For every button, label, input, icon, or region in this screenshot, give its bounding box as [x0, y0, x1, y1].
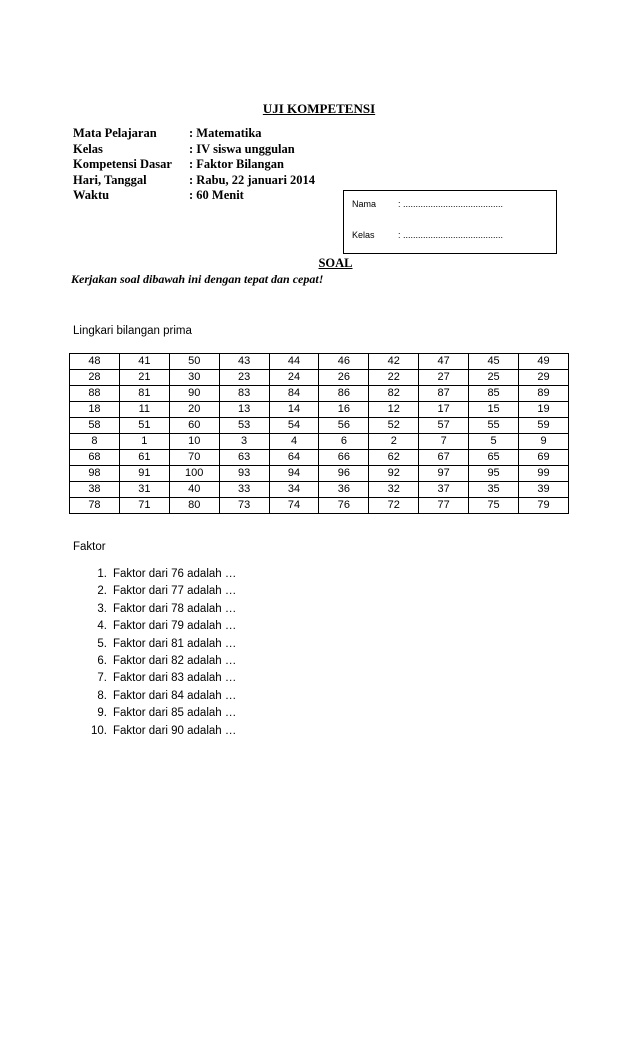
- number-cell[interactable]: 54: [269, 418, 319, 434]
- number-cell[interactable]: 78: [70, 498, 120, 514]
- number-cell[interactable]: 10: [169, 434, 219, 450]
- question-text: Faktor dari 85 adalah …: [113, 707, 237, 720]
- number-cell[interactable]: 9: [519, 434, 569, 450]
- number-cell[interactable]: 62: [369, 450, 419, 466]
- table-row: [70, 386, 569, 402]
- question-number: 10.: [91, 724, 107, 737]
- number-cell[interactable]: 86: [319, 386, 369, 402]
- number-cell[interactable]: 33: [219, 482, 269, 498]
- number-cell[interactable]: 37: [419, 482, 469, 498]
- number-cell[interactable]: 57: [419, 418, 469, 434]
- table-row: [70, 418, 569, 434]
- list-item: [73, 618, 236, 635]
- number-cell[interactable]: 77: [419, 498, 469, 514]
- number-cell[interactable]: 60: [169, 418, 219, 434]
- list-item: [73, 566, 236, 583]
- number-cell[interactable]: 88: [70, 386, 120, 402]
- student-name-box: [343, 190, 557, 254]
- number-cell[interactable]: 14: [269, 402, 319, 418]
- number-cell[interactable]: 71: [119, 498, 169, 514]
- number-cell[interactable]: 38: [70, 482, 120, 498]
- document-title: UJI KOMPETENSI: [262, 101, 376, 116]
- number-cell[interactable]: 3: [219, 434, 269, 450]
- table-row: [70, 370, 569, 386]
- number-cell[interactable]: 89: [519, 386, 569, 402]
- class-field[interactable]: : ........................................: [398, 230, 504, 240]
- question-text: Faktor dari 84 adalah …: [113, 689, 237, 702]
- number-cell[interactable]: 43: [219, 354, 269, 370]
- question-text: Faktor dari 82 adalah …: [113, 654, 237, 667]
- info-value: : Faktor Bilangan: [189, 157, 284, 171]
- number-cell[interactable]: 61: [119, 450, 169, 466]
- name-field[interactable]: : ........................................: [398, 199, 504, 209]
- number-cell[interactable]: 69: [519, 450, 569, 466]
- number-cell[interactable]: 68: [70, 450, 120, 466]
- question-number: 4.: [97, 620, 107, 633]
- question-number: 6.: [97, 654, 107, 667]
- number-cell[interactable]: 21: [119, 370, 169, 386]
- table-row: [70, 450, 569, 466]
- info-value: : 60 Menit: [189, 188, 244, 202]
- number-cell[interactable]: 5: [469, 434, 519, 450]
- number-cell[interactable]: 98: [70, 466, 120, 482]
- number-cell[interactable]: 51: [119, 418, 169, 434]
- number-cell[interactable]: 81: [119, 386, 169, 402]
- number-cell[interactable]: 22: [369, 370, 419, 386]
- number-cell[interactable]: 91: [119, 466, 169, 482]
- number-cell[interactable]: 85: [469, 386, 519, 402]
- number-cell[interactable]: 55: [469, 418, 519, 434]
- section-prime-title: Lingkari bilangan prima: [73, 325, 192, 337]
- number-cell[interactable]: 7: [419, 434, 469, 450]
- number-cell[interactable]: 64: [269, 450, 319, 466]
- question-text: Faktor dari 76 adalah …: [113, 568, 237, 580]
- number-cell[interactable]: 90: [169, 386, 219, 402]
- number-cell[interactable]: 19: [519, 402, 569, 418]
- table-row: [70, 434, 569, 450]
- question-number: 9.: [97, 707, 107, 720]
- name-label: Nama: [352, 199, 377, 209]
- factor-question-list: [73, 566, 236, 740]
- instruction: Kerjakan soal dibawah ini dengan tepat dan cepat!: [71, 272, 324, 286]
- question-number: 3.: [97, 602, 107, 615]
- number-cell[interactable]: 31: [119, 482, 169, 498]
- list-item: [73, 601, 236, 618]
- info-row: [73, 188, 315, 204]
- number-cell[interactable]: 66: [319, 450, 369, 466]
- info-row: [73, 173, 315, 189]
- list-item: [73, 653, 236, 670]
- class-row: [352, 230, 503, 240]
- question-number: 7.: [97, 672, 107, 685]
- number-cell[interactable]: 35: [469, 482, 519, 498]
- number-cell[interactable]: 23: [219, 370, 269, 386]
- number-cell[interactable]: 80: [169, 498, 219, 514]
- number-cell[interactable]: 25: [469, 370, 519, 386]
- info-label: Kompetensi Dasar: [73, 157, 172, 171]
- question-text: Faktor dari 90 adalah …: [113, 724, 237, 737]
- number-cell[interactable]: 58: [70, 418, 120, 434]
- number-cell[interactable]: 41: [119, 354, 169, 370]
- info-value: : IV siswa unggulan: [189, 141, 295, 156]
- question-text: Faktor dari 78 adalah …: [113, 602, 237, 615]
- number-cell[interactable]: 95: [469, 466, 519, 482]
- number-cell[interactable]: 32: [369, 482, 419, 498]
- question-number: 5.: [97, 637, 107, 650]
- info-value: : Matematika: [189, 126, 262, 140]
- number-cell[interactable]: 18: [70, 402, 120, 418]
- number-cell[interactable]: 13: [219, 402, 269, 418]
- number-cell[interactable]: 29: [519, 370, 569, 386]
- number-cell[interactable]: 17: [419, 402, 469, 418]
- number-cell[interactable]: 53: [219, 418, 269, 434]
- number-cell[interactable]: 2: [369, 434, 419, 450]
- number-cell[interactable]: 97: [419, 466, 469, 482]
- soal-heading: SOAL: [318, 256, 353, 270]
- number-cell[interactable]: 67: [419, 450, 469, 466]
- question-number: 8.: [97, 689, 107, 702]
- table-row: [70, 402, 569, 418]
- number-cell[interactable]: 84: [269, 386, 319, 402]
- list-item: [73, 688, 236, 705]
- number-cell[interactable]: 94: [269, 466, 319, 482]
- question-number: 2.: [97, 585, 107, 598]
- list-item: [73, 705, 236, 722]
- table-row: [70, 466, 569, 482]
- list-item: [73, 636, 236, 653]
- number-cell[interactable]: 6: [319, 434, 369, 450]
- question-number: 1.: [97, 568, 107, 580]
- number-cell[interactable]: 63: [219, 450, 269, 466]
- number-cell[interactable]: 52: [369, 418, 419, 434]
- number-cell[interactable]: 42: [369, 354, 419, 370]
- number-cell[interactable]: 74: [269, 498, 319, 514]
- number-cell[interactable]: 50: [169, 354, 219, 370]
- number-cell[interactable]: 4: [269, 434, 319, 450]
- info-label: Waktu: [73, 188, 110, 202]
- number-cell[interactable]: 12: [369, 402, 419, 418]
- question-text: Faktor dari 77 adalah …: [113, 585, 237, 598]
- number-cell[interactable]: 76: [319, 498, 369, 514]
- number-cell[interactable]: 30: [169, 370, 219, 386]
- section-factor-title: Faktor: [73, 541, 106, 553]
- number-cell[interactable]: 70: [169, 450, 219, 466]
- number-cell[interactable]: 39: [519, 482, 569, 498]
- number-cell[interactable]: 87: [419, 386, 469, 402]
- number-cell[interactable]: 72: [369, 498, 419, 514]
- number-cell[interactable]: 34: [269, 482, 319, 498]
- table-row: [70, 482, 569, 498]
- number-cell[interactable]: 11: [119, 402, 169, 418]
- number-cell[interactable]: 59: [519, 418, 569, 434]
- number-cell[interactable]: 27: [419, 370, 469, 386]
- number-cell[interactable]: 45: [469, 354, 519, 370]
- number-cell[interactable]: 26: [319, 370, 369, 386]
- prime-number-table: [69, 353, 569, 514]
- number-cell[interactable]: 1: [119, 434, 169, 450]
- number-cell[interactable]: 16: [319, 402, 369, 418]
- number-cell[interactable]: 79: [519, 498, 569, 514]
- list-item: [73, 723, 236, 740]
- table-row: [70, 498, 569, 514]
- number-cell[interactable]: 47: [419, 354, 469, 370]
- list-item: [73, 670, 236, 687]
- name-row: [352, 199, 503, 209]
- number-cell[interactable]: 24: [269, 370, 319, 386]
- number-cell[interactable]: 36: [319, 482, 369, 498]
- number-cell[interactable]: 49: [519, 354, 569, 370]
- info-block: [73, 126, 315, 204]
- table-row: [70, 354, 569, 370]
- number-cell[interactable]: 93: [219, 466, 269, 482]
- info-row: [73, 157, 315, 173]
- number-cell[interactable]: 44: [269, 354, 319, 370]
- info-label: Kelas: [73, 141, 103, 156]
- number-cell[interactable]: 65: [469, 450, 519, 466]
- question-text: Faktor dari 79 adalah …: [113, 620, 237, 633]
- number-cell[interactable]: 20: [169, 402, 219, 418]
- question-text: Faktor dari 83 adalah …: [113, 672, 237, 685]
- info-row: [73, 126, 315, 142]
- info-label: Mata Pelajaran: [73, 126, 157, 140]
- number-cell[interactable]: 28: [70, 370, 120, 386]
- question-text: Faktor dari 81 adalah …: [113, 637, 237, 650]
- info-value: : Rabu, 22 januari 2014: [189, 172, 316, 187]
- number-cell[interactable]: 92: [369, 466, 419, 482]
- number-cell[interactable]: 100: [169, 466, 219, 482]
- number-cell[interactable]: 46: [319, 354, 369, 370]
- number-cell[interactable]: 96: [319, 466, 369, 482]
- number-cell[interactable]: 99: [519, 466, 569, 482]
- number-cell[interactable]: 15: [469, 402, 519, 418]
- info-row: [73, 142, 315, 158]
- number-cell[interactable]: 48: [70, 354, 120, 370]
- info-label: Hari, Tanggal: [73, 172, 147, 187]
- number-cell[interactable]: 40: [169, 482, 219, 498]
- number-cell[interactable]: 83: [219, 386, 269, 402]
- number-cell[interactable]: 73: [219, 498, 269, 514]
- number-cell[interactable]: 75: [469, 498, 519, 514]
- class-label: Kelas: [352, 230, 375, 240]
- list-item: [73, 583, 236, 600]
- number-cell[interactable]: 82: [369, 386, 419, 402]
- number-cell[interactable]: 56: [319, 418, 369, 434]
- number-cell[interactable]: 8: [70, 434, 120, 450]
